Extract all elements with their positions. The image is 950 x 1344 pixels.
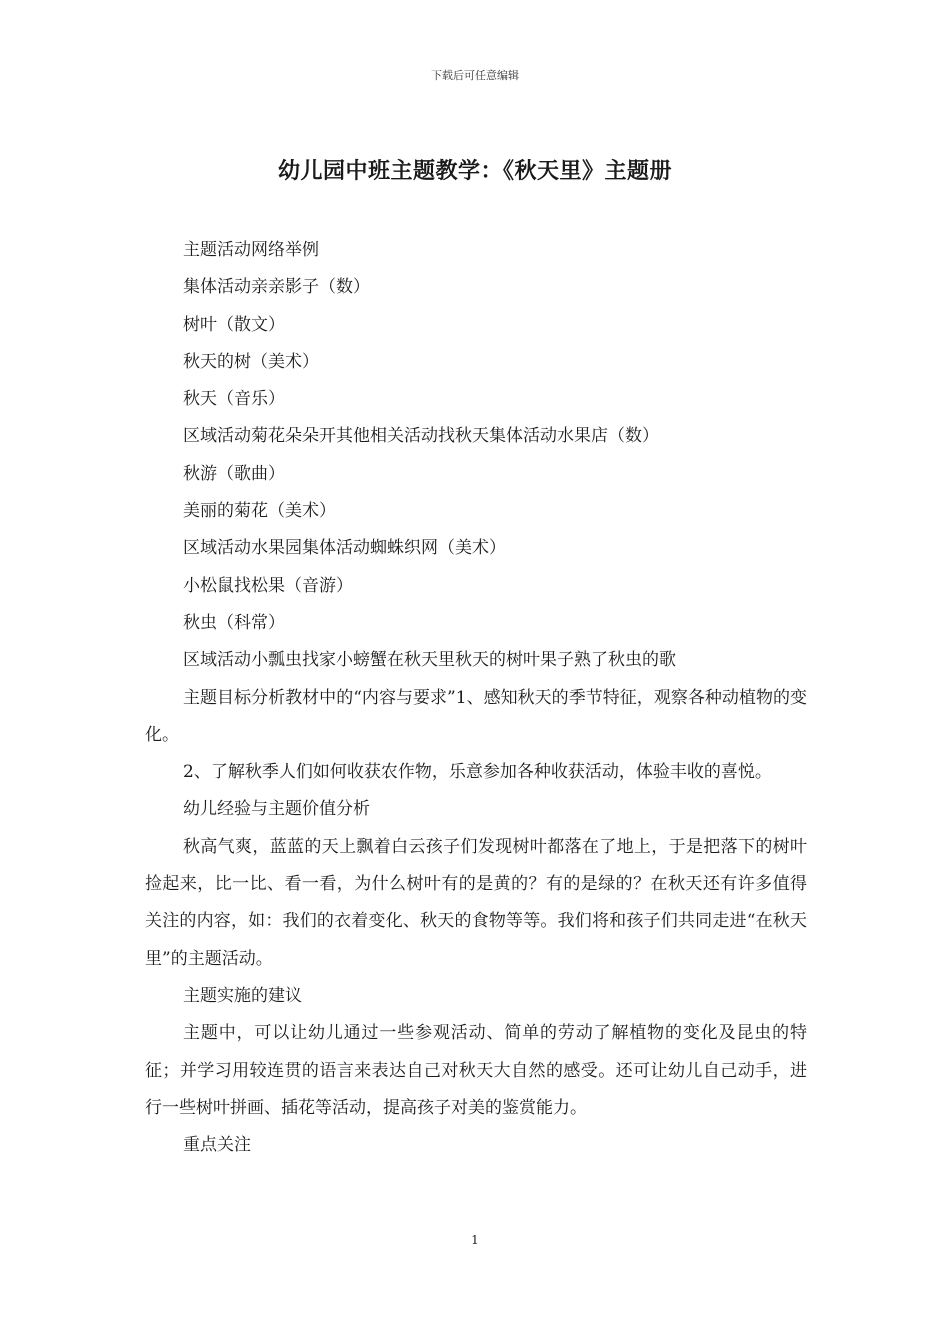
- paragraph: 主题目标分析教材中的“内容与要求”1、感知秋天的季节特征，观察各种动植物的变化。: [145, 687, 807, 745]
- paragraph: 秋天的树（美术）: [183, 351, 319, 372]
- header-note: 下载后可任意编辑: [431, 69, 519, 82]
- paragraph: 秋虫（科常）: [183, 612, 285, 633]
- paragraph: 秋游（歌曲）: [183, 463, 285, 484]
- paragraph: 美丽的菊花（美术）: [183, 501, 336, 522]
- paragraph: 集体活动亲亲影子（数）: [183, 277, 370, 298]
- paragraph: 树叶（散文）: [183, 314, 285, 335]
- paragraph: 秋高气爽，蓝蓝的天上飘着白云孩子们发现树叶都落在了地上，于是把落下的树叶捡起来，比一比、看一看，为什么树叶有的是黄的？有的是绿的？在秋天还有许多值得关注的内容，如：我们的衣着变化、秋天的食物等等。我们将和孩子们共同走进“在秋天里”的主题活动。: [145, 836, 807, 969]
- document-body: [145, 232, 807, 1164]
- section-heading: 重点关注: [183, 1135, 251, 1156]
- paragraph: 区域活动小瓢虫找家小螃蟹在秋天里秋天的树叶果子熟了秋虫的歌: [183, 650, 676, 671]
- paragraph: 主题中，可以让幼儿通过一些参观活动、简单的劳动了解植物的变化及昆虫的特征；并学习用较连贯的语言来表达自己对秋天大自然的感受。还可让幼儿自己动手，进行一些树叶拼画、插花等活动，提高孩子对美的鉴赏能力。: [145, 1023, 807, 1118]
- section-heading: 幼儿经验与主题价值分析: [183, 799, 370, 820]
- paragraph: 区域活动水果园集体活动蜘蛛织网（美术）: [183, 538, 506, 559]
- paragraph: 区域活动菊花朵朵开其他相关活动找秋天集体活动水果店（数）: [183, 426, 659, 447]
- section-heading: 主题实施的建议: [183, 985, 302, 1006]
- document-title: 幼儿园中班主题教学：《秋天里》主题册: [277, 158, 672, 184]
- page-number: 1: [471, 1233, 479, 1247]
- paragraph: 2、了解秋季人们如何收获农作物，乐意参加各种收获活动，体验丰收的喜悦。: [183, 762, 772, 783]
- paragraph: 小松鼠找松果（音游）: [183, 575, 353, 596]
- paragraph: 主题活动网络举例: [183, 240, 319, 260]
- paragraph: 秋天（音乐）: [183, 389, 285, 410]
